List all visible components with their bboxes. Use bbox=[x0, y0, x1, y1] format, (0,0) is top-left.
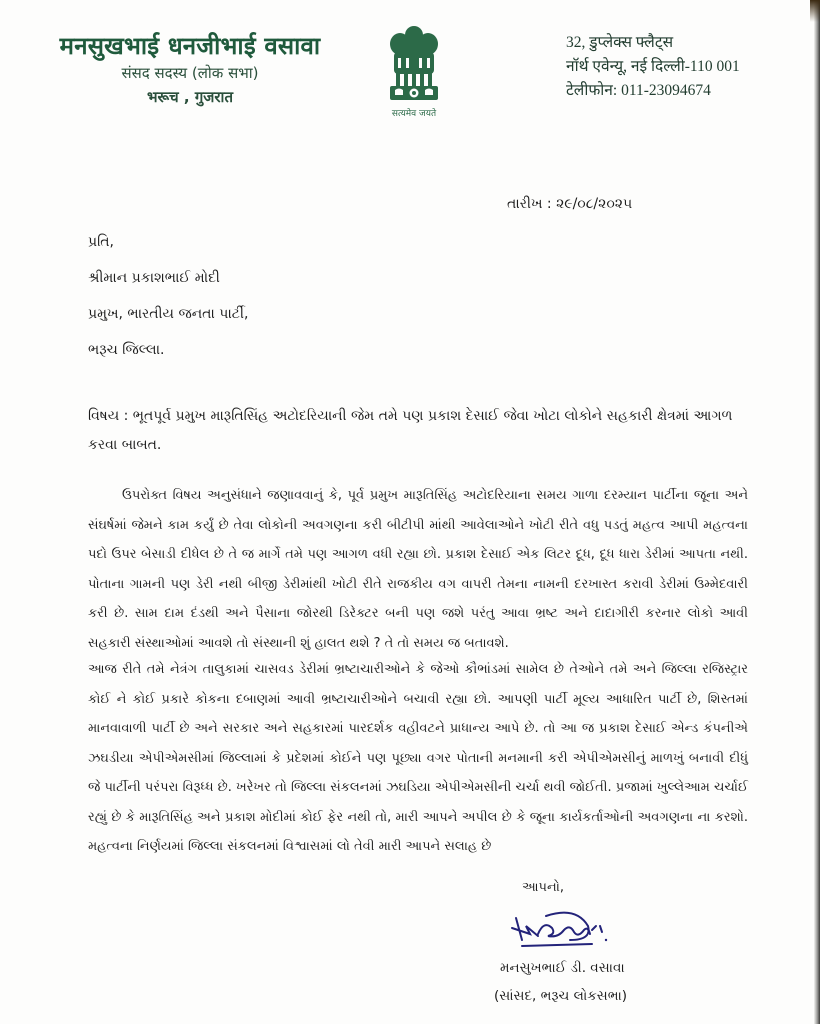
letter-date: તારીખ : ૨૯/૦૮/૨૦૨૫ bbox=[507, 196, 633, 212]
national-emblem bbox=[382, 22, 446, 122]
phone-number: टेलीफोन: 011-23094674 bbox=[566, 82, 711, 99]
recipient-block bbox=[88, 230, 248, 374]
handwritten-signature-icon bbox=[508, 906, 618, 952]
page-edge-shadow bbox=[814, 0, 820, 1024]
page-corner-shadow bbox=[810, 0, 820, 22]
recipient-role: પ્રમુખ, ભારતીય જનતા પાર્ટી, bbox=[88, 306, 249, 322]
recipient-name: શ્રીમાન પ્રકાશભાઈ મોદી bbox=[88, 270, 220, 286]
body-paragraph-2: આજ રીતે તમે નેત્રંગ તાલુકામાં ચાસવડ ડેરીમાં ભ્રષ્ટાચારીઓને કે જેઓ કૌભાંડમાં સામેલ છે તેઓને તમે અને જિલ્લા રજિસ્ટ્રાર કોઈ ને કોઈ પ્રકારે કોકના દબાણમાં આવી ભ્રષ્ટાચારીઓને બચાવી રહ્યા છો. આપણી પાર્ટી મૂલ્ય આધારિત પાર્ટી છે, શિસ્તમાં માનવાવાળી પાર્ટી છે અને સરકાર અને સહકારમાં પારદર્શક વહીવટને પ્રાધાન્ય આપે છે. તો આ જ પ્રકાશ દેસાઈ એન્ડ કંપનીએ ઝઘડીયા એપીએમસીમાં જિલ્લામાં કે પ્રદેશમાં કોઈને પણ પૂછ્યા વગર પોતાની મનમાની કરી એપીએમસીનું માળખું બનાવી દીધું જે પાર્ટીની પરંપરા વિરૂધ્ધ છે. ખરેખર તો જિલ્લા સંકલનમાં ઝઘડિયા એપીએમસીની ચર્ચા થવી જોઈતી. પ્રજામાં ખુલ્લેઆમ ચર્ચાઈ રહ્યું છે કે મારૂતિસિંહ અને પ્રકાશ મોદીમાં કોઈ ફેર નથી તો, મારી આપને અપીલ છે કે જૂના કાર્યકર્તાઓની અવગણના ના કરશો. મહત્વના નિર્ણયમાં જિલ્લા સંકલનમાં વિશ્વાસમાં લો તેવી મારી આપને સલાહ છે bbox=[88, 662, 748, 854]
national-emblem-icon bbox=[386, 22, 442, 108]
salutation-prefix: પ્રતિ, bbox=[88, 234, 114, 250]
letterhead-address bbox=[566, 31, 796, 103]
letterhead-sender bbox=[40, 30, 340, 109]
sender-constituency: भरूच , गुजरात bbox=[146, 88, 233, 106]
signature bbox=[508, 906, 618, 956]
address-line-1: 32, डुप्लेक्स फ्लैट्स bbox=[566, 34, 674, 51]
signer-title: (સાંસદ, ભરૂચ લોકસભા) bbox=[494, 988, 628, 1004]
signer-name: મનસુખભાઈ ડી. વસાવા bbox=[500, 960, 625, 976]
letter-subject: વિષય : ભૂતપૂર્વ પ્રમુખ મારૂતિસિંહ અટોદરિયાની જેમ તમે પણ પ્રકાશ દેસાઈ જેવા ખોટા લોકોને સહકારી ક્ષેત્રમાં આગળ કરવા બાબત. bbox=[88, 408, 733, 453]
body-paragraph-1: ઉપરોક્ત વિષય અનુસંધાને જણાવવાનું કે, પૂર્વ પ્રમુખ મારૂતિસિંહ અટોદરિયાના સમય ગાળા દરમ્યાન પાર્ટીના જૂના અને સંઘર્ષમાં જેમને કામ કર્યું છે તેવા લોકોની અવગણના કરી બીટીપી માંથી આવેલાઓને ખોટી રીતે વધુ પડતું મહત્વ આપી મહત્વના પદો ઉપર બેસાડી દીધેલ છે તે જ માર્ગે તમે પણ આગળ વધી રહ્યા છો. પ્રકાશ દેસાઈ એક લિટર દૂધ, દૂધ ધારા ડેરીમાં આપતા નથી. પોતાના ગામની પણ ડેરી નથી બીજી ડેરીમાંથી ખોટી રીતે રાજકીય વગ વાપરી તેમના નામની દરખાસ્ત કરાવી ડેરીમાં ઉમ્મેદવારી કરી છે. સામ દામ દંડથી અને પૈસાના જોરથી ડિરેક્ટર બની પણ જશે પરંતુ આવા ભ્રષ્ટ અને દાદાગીરી કરનાર લોકો આવી સહકારી સંસ્થાઓમાં આવશે તો સંસ્થાની શું હાલત થશે ? તે તો સમય જ બતાવશે. bbox=[88, 488, 748, 651]
sender-name: मनसुखभाई धनजीभाई वसावा bbox=[59, 32, 321, 60]
address-line-2: नॉर्थ एवेन्यू, नई दिल्ली-110 001 bbox=[566, 58, 740, 75]
sender-designation: संसद सदस्य (लोक सभा) bbox=[121, 64, 259, 82]
recipient-district: ભરૂચ જિલ્લા. bbox=[88, 342, 165, 358]
closing: આપનો, bbox=[522, 880, 565, 895]
emblem-motto: सत्यमेव जयते bbox=[391, 109, 437, 119]
